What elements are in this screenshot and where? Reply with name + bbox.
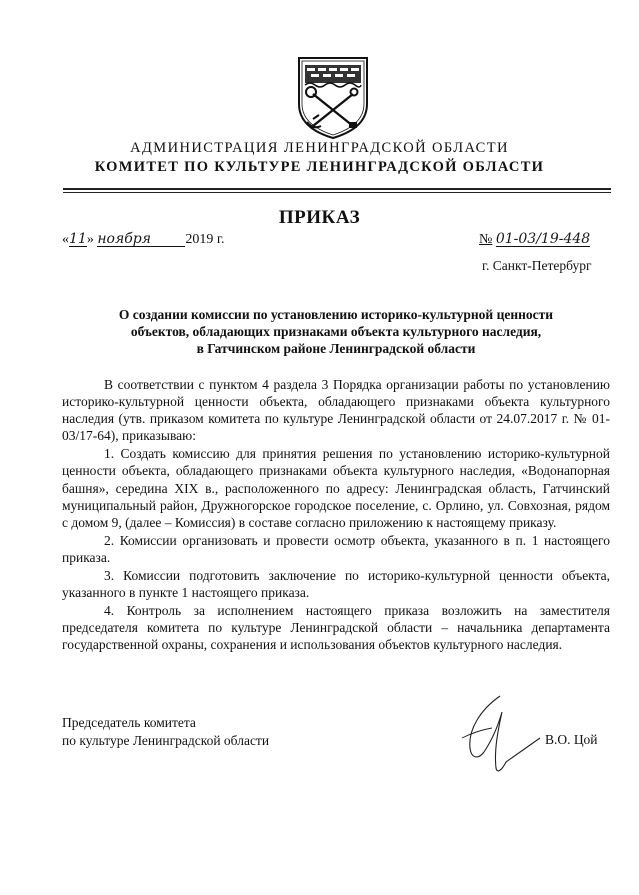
number-value: 01-03/19-448 xyxy=(495,231,591,247)
title-line: О создании комиссии по установлению историко-культурной ценности xyxy=(118,307,554,322)
date-day: 11 xyxy=(69,231,87,247)
body-item-1: 1. Создать комиссию для принятия решения по установлению историко-культурной ценности объекта, обладающего признаками объекта культурного наследия, «Водонапорная башня», середина XIX в., расположенного по адресу: Ленинградская область, Гатчинский муниципальный район, Дружногорское городское поселение, с. Орлино, ул. Совхозная, рядом с домом 9, (далее – Комиссия) в составе согласно приложению к настоящему приказу. xyxy=(62,446,610,530)
signatory-name: В.О. Цой xyxy=(545,732,598,747)
position-line: Председатель комитета xyxy=(62,715,196,730)
date-month: ноября xyxy=(97,232,185,247)
position-line: по культуре Ленинградской области xyxy=(62,733,270,748)
signatory-position xyxy=(62,714,269,750)
header-divider-thin xyxy=(63,192,611,193)
order-date xyxy=(62,232,225,248)
date-year: 2019 г. xyxy=(185,232,225,247)
body-item-2: 2. Комиссии организовать и провести осмотр объекта, указанного в п. 1 настоящего приказа. xyxy=(62,532,610,565)
document-type: ПРИКАЗ xyxy=(278,207,361,228)
org-name-line2: КОМИТЕТ ПО КУЛЬТУРЕ ЛЕНИНГРАДСКОЙ ОБЛАСТИ xyxy=(94,159,545,175)
header-divider-thick xyxy=(63,188,611,190)
date-open-quote: « xyxy=(62,232,69,247)
title-line: в Гатчинском районе Ленинградской области xyxy=(196,341,476,356)
org-name-line1: АДМИНИСТРАЦИЯ ЛЕНИНГРАДСКОЙ ОБЛАСТИ xyxy=(130,140,509,156)
date-close-quote: » xyxy=(86,232,94,247)
city: г. Санкт-Петербург xyxy=(482,258,592,273)
body-item-4: 4. Контроль за исполнением настоящего приказа возложить на заместителя председателя комитета по культуре Ленинградской области – начальника департамента государственной охраны, сохранения и использования объектов культурного наследия. xyxy=(62,603,610,653)
title-line: объектов, обладающих признаками объекта культурного наследия, xyxy=(130,324,542,339)
body-intro: В соответствии с пунктом 4 раздела 3 Порядка организации работы по установлению историко-культурной ценности объекта, обладающего признаками объекта культурного наследия (утв. приказом комитета по культуре Ленинградской области от 24.07.2017 г. № 01-03/17-64), приказываю: xyxy=(62,377,610,444)
number-sign: № xyxy=(479,232,493,247)
coat-of-arms-icon xyxy=(293,52,373,142)
body-item-3: 3. Комиссии подготовить заключение по историко-культурной ценности объекта, указанного в пункте 1 настоящего приказа. xyxy=(62,568,610,601)
order-body xyxy=(62,376,610,654)
order-number xyxy=(479,232,590,248)
order-title xyxy=(62,306,610,357)
handwritten-signature xyxy=(440,690,550,785)
